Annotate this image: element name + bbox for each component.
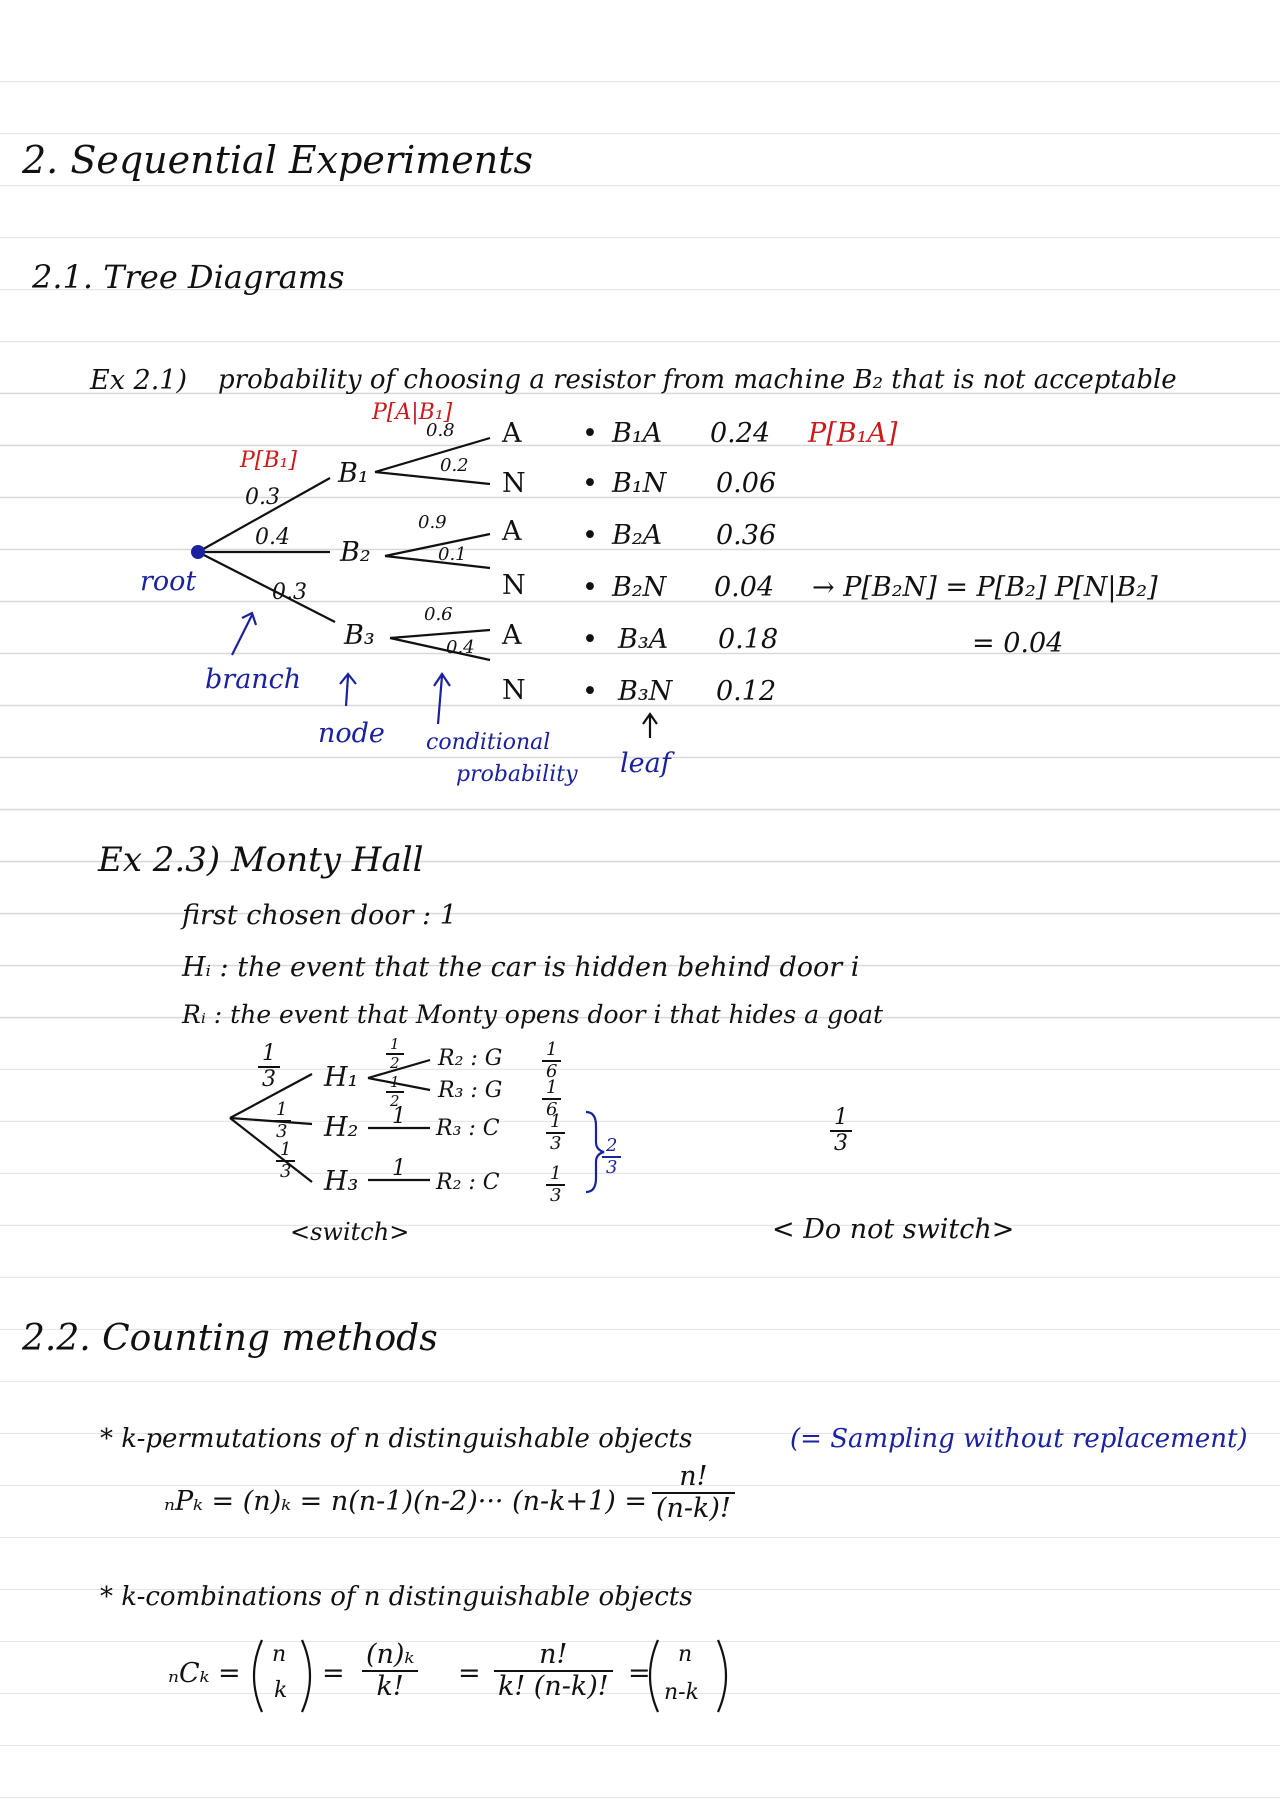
section-2-2-title: 2.2. Counting methods <box>22 1318 438 1359</box>
h2-prob-den: 3 <box>276 1120 288 1142</box>
prob-a-given-b2: 0.9 <box>418 512 447 533</box>
noswitch-label: < Do not switch> <box>772 1214 1015 1245</box>
leaf-b1a: B₁A <box>612 418 663 449</box>
label-probability: probability <box>456 762 578 787</box>
h1-prob-den: 3 <box>262 1067 276 1093</box>
comb-lhs: ₙCₖ = <box>168 1658 241 1689</box>
section-2-title: 2. Sequential Experiments <box>22 138 533 182</box>
leaf-bullet: • <box>582 468 598 499</box>
perm-note: (= Sampling without replacement) <box>790 1424 1248 1454</box>
prob-n-given-b3: 0.4 <box>446 637 475 658</box>
perm-num: n! <box>679 1461 708 1492</box>
node-b3: B₃ <box>344 620 375 651</box>
comb-frac1-num: (n)ₖ <box>366 1639 415 1670</box>
leaf-bullet: • <box>582 520 598 551</box>
result-r2g-den: 6 <box>546 1060 558 1082</box>
result-r3c-num: 1 <box>550 1111 562 1132</box>
ex23-ri-def: Rᵢ : the event that Monty opens door i that hides a goat <box>182 1000 884 1029</box>
prob-n-given-b2: 0.1 <box>438 544 467 565</box>
r2g-prob-num: 1 <box>390 1035 400 1053</box>
r3g-prob-den: 2 <box>390 1091 400 1110</box>
node-b2: B₂ <box>340 537 371 568</box>
binom-top: n <box>272 1642 287 1667</box>
binom2-top: n <box>678 1642 693 1667</box>
result-r2g-num: 1 <box>546 1039 558 1060</box>
leaf-b3a: B₃A <box>618 624 669 655</box>
no-switch-den: 3 <box>834 1131 848 1157</box>
ex21-description: probability of choosing a resistor from machine B₂ that is not acceptable <box>218 365 1177 395</box>
prob-b3: 0.3 <box>272 580 307 605</box>
leaf-b2n: B₂N <box>612 572 667 603</box>
result-r3c-den: 3 <box>550 1132 562 1154</box>
switch-total-den: 3 <box>606 1156 618 1178</box>
leaf-bullet: • <box>582 676 598 707</box>
section-2-1-title: 2.1. Tree Diagrams <box>32 258 345 296</box>
node-h1: H₁ <box>324 1062 359 1093</box>
ex21-title: Ex 2.1) <box>90 365 187 396</box>
leaf-b1n: B₁N <box>612 468 667 499</box>
comb-eq1: = <box>322 1658 345 1689</box>
perm-title: * k-permutations of n distinguishable objects <box>100 1424 693 1454</box>
comb-title: * k-combinations of n distinguishable objects <box>100 1582 693 1612</box>
leaf-b2a: B₂A <box>612 520 663 551</box>
r2g-prob-den: 2 <box>390 1053 400 1072</box>
result-r2c-num: 1 <box>550 1163 562 1184</box>
prob-a-given-b3: 0.6 <box>424 604 453 625</box>
outcome-a-1: A <box>502 418 522 449</box>
node-b1: B₁ <box>338 458 369 489</box>
result-value: = 0.04 <box>972 628 1064 659</box>
result-equation: → P[B₂N] = P[B₂] P[N|B₂] <box>812 572 1158 603</box>
r3c-prob: 1 <box>392 1104 406 1129</box>
result-r2c-den: 3 <box>550 1184 562 1206</box>
ex23-hi-def: Hᵢ : the event that the car is hidden behind door i <box>182 952 860 983</box>
prob-b1: 0.3 <box>245 485 280 510</box>
outcome-a-3: A <box>502 620 522 651</box>
label-root: root <box>140 566 197 597</box>
prob-n-given-b1: 0.2 <box>440 455 469 476</box>
leaf-b3n: B₃N <box>618 676 673 707</box>
no-switch-num: 1 <box>834 1105 848 1130</box>
label-node: node <box>318 718 385 749</box>
leaf-bullet: • <box>582 624 598 655</box>
label-pb1: P[B₁] <box>240 448 297 473</box>
node-h2: H₂ <box>324 1112 359 1143</box>
leaf-b1n-prob: 0.06 <box>716 468 777 499</box>
label-conditional: conditional <box>426 730 551 755</box>
binom-bot: k <box>274 1678 288 1703</box>
prob-a-given-b1: 0.8 <box>426 420 455 441</box>
result-r3g-num: 1 <box>546 1077 558 1098</box>
leaf-b3n-prob: 0.12 <box>716 676 777 707</box>
comb-eq2: = <box>458 1658 481 1689</box>
comb-frac1-den: k! <box>376 1670 404 1702</box>
leaf-b2a-prob: 0.36 <box>716 520 777 551</box>
perm-den: (n-k)! <box>656 1492 731 1524</box>
outcome-n-2: N <box>502 570 526 601</box>
leaf-bullet: • <box>582 418 598 449</box>
result-r3g-den: 6 <box>546 1098 558 1120</box>
event-r2c: R₂ : C <box>436 1170 500 1195</box>
label-pb1a: P[B₁A] <box>808 418 898 449</box>
label-leaf: leaf <box>620 748 671 779</box>
prob-b2: 0.4 <box>255 525 290 550</box>
comb-eq3: = <box>628 1658 651 1689</box>
comb-frac2 <box>494 1640 613 1701</box>
outcome-a-2: A <box>502 516 522 547</box>
comb-frac2-den: k! (n-k)! <box>498 1670 609 1702</box>
outcome-n-3: N <box>502 675 526 706</box>
leaf-b1a-prob: 0.24 <box>710 418 771 449</box>
node-h3: H₃ <box>324 1166 359 1197</box>
leaf-b3a-prob: 0.18 <box>718 624 779 655</box>
h3-prob-num: 1 <box>280 1139 292 1160</box>
r2c-prob: 1 <box>392 1156 406 1181</box>
event-r2g: R₂ : G <box>438 1046 503 1071</box>
event-r3g: R₃ : G <box>438 1078 503 1103</box>
switch-label: <switch> <box>290 1218 410 1246</box>
event-r3c: R₃ : C <box>436 1116 500 1141</box>
binom2-bot: n-k <box>664 1680 699 1705</box>
h3-prob-den: 3 <box>280 1160 292 1182</box>
leaf-b2n-prob: 0.04 <box>714 572 775 603</box>
perm-formula: ₙPₖ = (n)ₖ = n(n-1)(n-2)··· (n-k+1) = <box>164 1486 648 1517</box>
label-pab1: P[A|B₁] <box>372 400 453 425</box>
comb-frac1 <box>362 1640 418 1701</box>
h2-prob-num: 1 <box>276 1099 288 1120</box>
ex23-title: Ex 2.3) Monty Hall <box>98 840 424 880</box>
leaf-bullet: • <box>582 572 598 603</box>
comb-frac2-num: n! <box>539 1639 568 1670</box>
outcome-n-1: N <box>502 468 526 499</box>
switch-total-num: 2 <box>606 1135 618 1156</box>
r3g-prob-num: 1 <box>390 1073 400 1091</box>
label-branch: branch <box>205 664 302 695</box>
h1-prob-num: 1 <box>262 1041 276 1066</box>
ex23-first-door: first chosen door : 1 <box>182 900 457 931</box>
